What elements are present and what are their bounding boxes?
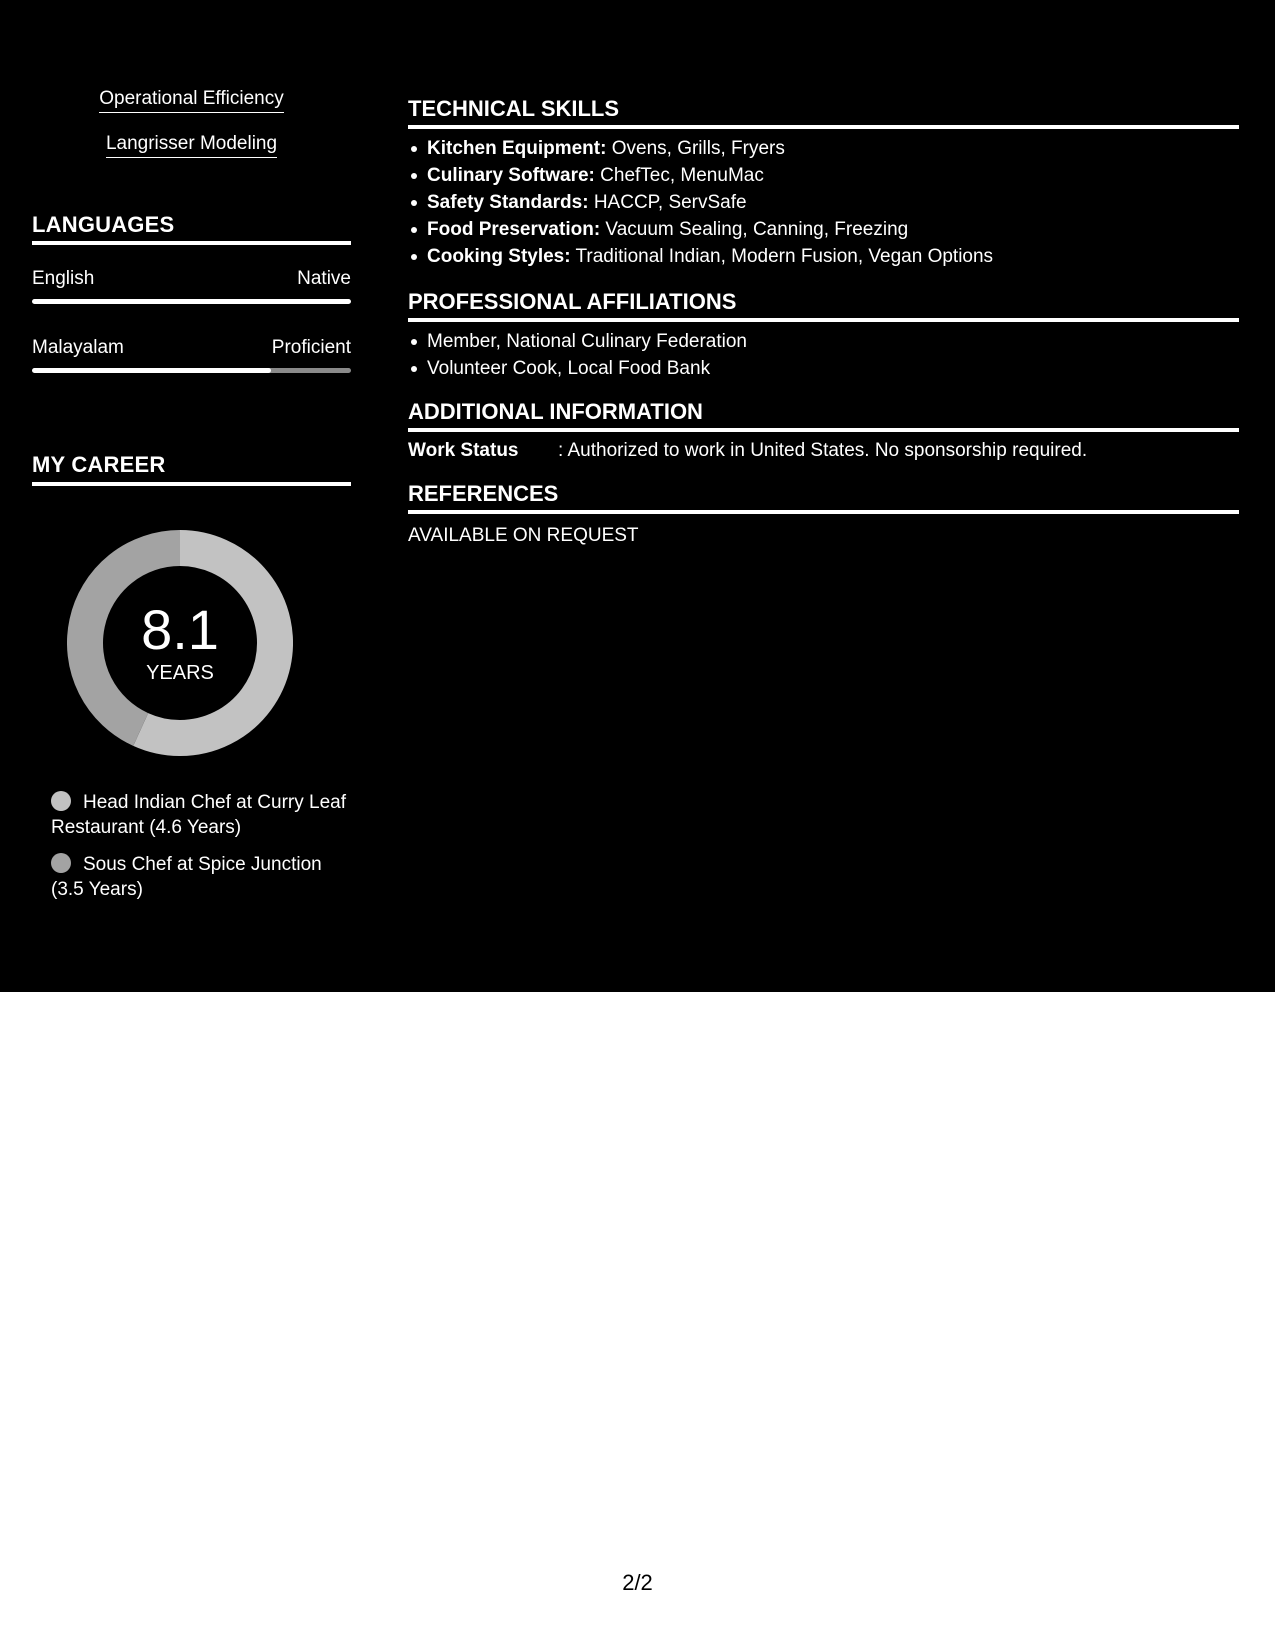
language-row: [32, 268, 351, 290]
language-bar: [32, 299, 351, 304]
career-total-years: 8.1: [141, 597, 219, 661]
skill-label: Safety Standards:: [427, 192, 589, 213]
technical-skills-rule: [408, 125, 1239, 129]
career-title: MY CAREER: [32, 452, 166, 477]
affiliations-list: [408, 328, 1258, 382]
skill-label: Culinary Software:: [427, 165, 595, 186]
skill-label: Food Preservation:: [427, 219, 601, 240]
career-donut: [67, 530, 293, 756]
main-content: [408, 0, 1239, 992]
skill-label: Kitchen Equipment:: [427, 138, 607, 159]
list-item: [427, 189, 1258, 216]
skill-value: Ovens, Grills, Fryers: [606, 138, 785, 159]
skill-value: ChefTec, MenuMac: [594, 165, 764, 186]
skill-link-operational-efficiency[interactable]: Operational Efficiency: [99, 88, 283, 113]
skill-value: HACCP, ServSafe: [588, 192, 747, 213]
languages-rule: [32, 241, 351, 245]
list-item: [427, 162, 1258, 189]
career-donut-center: [67, 530, 293, 756]
legend-dot-icon: [51, 791, 71, 811]
language-level: Proficient: [271, 337, 351, 358]
work-status-label: Work Status: [408, 440, 519, 461]
list-item: [427, 243, 1258, 270]
additional-info-title: ADDITIONAL INFORMATION: [408, 399, 703, 424]
language-name: English: [32, 268, 95, 289]
language-level: Native: [297, 268, 351, 289]
references-rule: [408, 510, 1239, 514]
skill-link-langrisser-modeling[interactable]: Langrisser Modeling: [106, 133, 277, 158]
skill-value: Vacuum Sealing, Canning, Freezing: [600, 219, 909, 240]
page-number: 2/2: [622, 1570, 653, 1595]
technical-skills-title: TECHNICAL SKILLS: [408, 96, 620, 121]
language-bar: [32, 368, 351, 373]
language-name: Malayalam: [32, 337, 124, 358]
career-legend-item: [51, 790, 351, 840]
career-legend-label: Head Indian Chef at Curry Leaf Restaurant (4.6 Years): [51, 792, 346, 838]
list-item: Member, National Culinary Federation: [427, 328, 1258, 355]
career-total-unit: YEARS: [146, 661, 214, 684]
skill-label: Cooking Styles:: [427, 246, 571, 267]
legend-dot-icon: [51, 853, 71, 873]
references-text: AVAILABLE ON REQUEST: [408, 525, 639, 546]
work-status-row: [408, 440, 1239, 462]
list-item: [427, 216, 1258, 243]
language-row: [32, 337, 351, 359]
languages-title: LANGUAGES: [32, 212, 175, 237]
career-rule: [32, 482, 351, 486]
additional-info-rule: [408, 428, 1239, 432]
references-title: REFERENCES: [408, 481, 559, 506]
technical-skills-list: [408, 135, 1258, 270]
skill-link-row: [32, 133, 351, 158]
list-item: Volunteer Cook, Local Food Bank: [427, 355, 1258, 382]
affiliations-rule: [408, 318, 1239, 322]
language-bar-fill: [32, 368, 271, 373]
list-item: [427, 135, 1258, 162]
skill-value: Traditional Indian, Modern Fusion, Vegan Options: [570, 246, 994, 267]
career-legend-item: [51, 852, 351, 902]
skill-link-row: [32, 88, 351, 113]
sidebar: [32, 0, 351, 992]
affiliations-title: PROFESSIONAL AFFILIATIONS: [408, 289, 737, 314]
career-legend-label: Sous Chef at Spice Junction (3.5 Years): [51, 854, 322, 900]
work-status-value: : Authorized to work in United States. No sponsorship required.: [558, 440, 1088, 461]
language-bar-fill: [32, 299, 351, 304]
